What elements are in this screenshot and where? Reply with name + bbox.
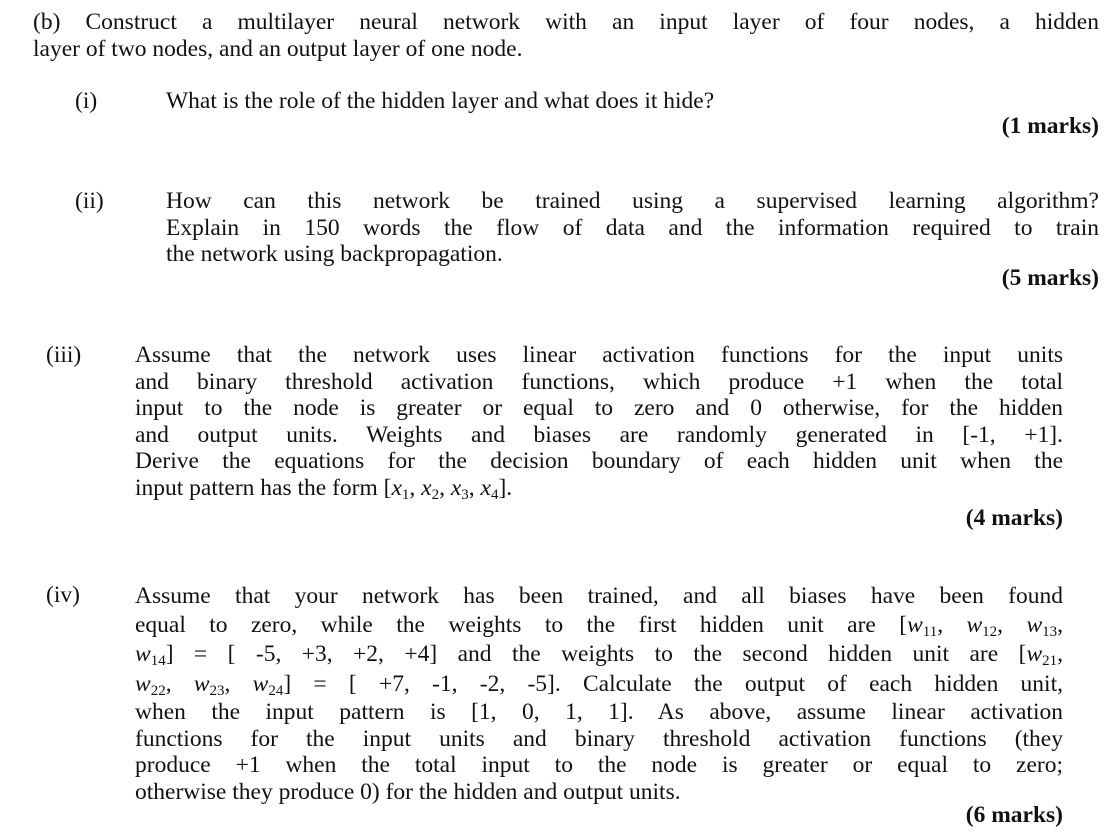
question-iv-line-6: functions for the input units and binary threshold activation functions (they xyxy=(135,725,1063,752)
question-iii-line-4: and output units. Weights and biases are randomly generated in [-1, +1]. xyxy=(135,421,1063,448)
question-b-intro xyxy=(33,9,1099,63)
question-iv-line-2-text: equal to zero, while the weights to the first hidden unit are [ xyxy=(135,612,908,639)
question-ii-number: (ii) xyxy=(75,188,104,214)
question-iv-line-3-text: ] = [ -5, +3, +2, +4] and the weights to the second hidden unit are [ xyxy=(165,641,1027,668)
question-iii-line-6-prefix: input pattern has the form [ xyxy=(135,474,392,501)
question-iv-line-5: when the input pattern is [1, 0, 1, 1]. As above, assume linear activation xyxy=(135,699,1063,725)
question-iii-line-6-suffix: ]. xyxy=(498,474,513,501)
question-iv-line-4-text: ] = [ +7, -1, -2, -5]. Calculate the output of each hidden unit, xyxy=(283,670,1063,697)
question-iii-line-5: Derive the equations for the decision boundary of each hidden unit when the xyxy=(135,448,1063,474)
intro-line-1: (b) Construct a multilayer neural network with an input layer of four nodes, a hidden xyxy=(33,9,1099,35)
question-iv-marks: (6 marks) xyxy=(965,802,1063,828)
question-ii xyxy=(75,188,1105,272)
question-iv-line-8: otherwise they produce 0) for the hidden and output units. xyxy=(135,778,681,805)
question-ii-line-3: the network using backpropagation. xyxy=(166,241,503,267)
question-iii-line-6: input pattern has the form [$x_1$, $x_2$, $x_3$, $x_4$]. xyxy=(135,474,513,503)
question-ii-line-1: How can this network be trained using a supervised learning algorithm? xyxy=(166,188,1099,214)
question-iv-line-3: $w_{14}$] = [ -5, +3, +2, +4] and the weights to the second hidden unit are [$w_{21}$, xyxy=(135,641,1063,670)
question-ii-line-2: Explain in 150 words the flow of data and the information required to train xyxy=(166,214,1099,241)
question-iii-line-2: and binary threshold activation functions, which produce +1 when the total xyxy=(135,368,1063,395)
question-iii-line-3: input to the node is greater or equal to zero and 0 otherwise, for the hidden xyxy=(135,395,1063,421)
question-iii-number: (iii) xyxy=(46,342,82,368)
question-iv-line-4: $w_{22}$, $w_{23}$, $w_{24}$] = [ +7, -1, -2, -5]. Calculate the output of each hidden unit, xyxy=(135,670,1063,699)
question-iv xyxy=(46,582,1076,807)
question-i-text: What is the role of the hidden layer and what does it hide? xyxy=(166,88,715,114)
question-iii-line-1: Assume that the network uses linear activation functions for the input units xyxy=(135,342,1063,368)
question-ii-marks: (5 marks) xyxy=(1001,265,1099,291)
question-iv-line-1: Assume that your network has been trained, and all biases have been found xyxy=(135,583,1063,609)
question-i-number: (i) xyxy=(75,88,98,114)
question-i-marks: (1 marks) xyxy=(1001,113,1099,139)
question-iv-line-7: produce +1 when the total input to the node is greater or equal to zero; xyxy=(135,752,1063,778)
question-iv-line-2: equal to zero, while the weights to the first hidden unit are [$w_{11}$, $w_{12}$, $w_{13}$, xyxy=(135,612,1063,641)
question-iii xyxy=(46,342,1076,507)
question-iv-number: (iv) xyxy=(46,582,80,608)
question-iii-marks: (4 marks) xyxy=(965,505,1063,531)
question-i xyxy=(75,88,1105,118)
intro-line-2: layer of two nodes, and an output layer of one node. xyxy=(33,36,523,62)
